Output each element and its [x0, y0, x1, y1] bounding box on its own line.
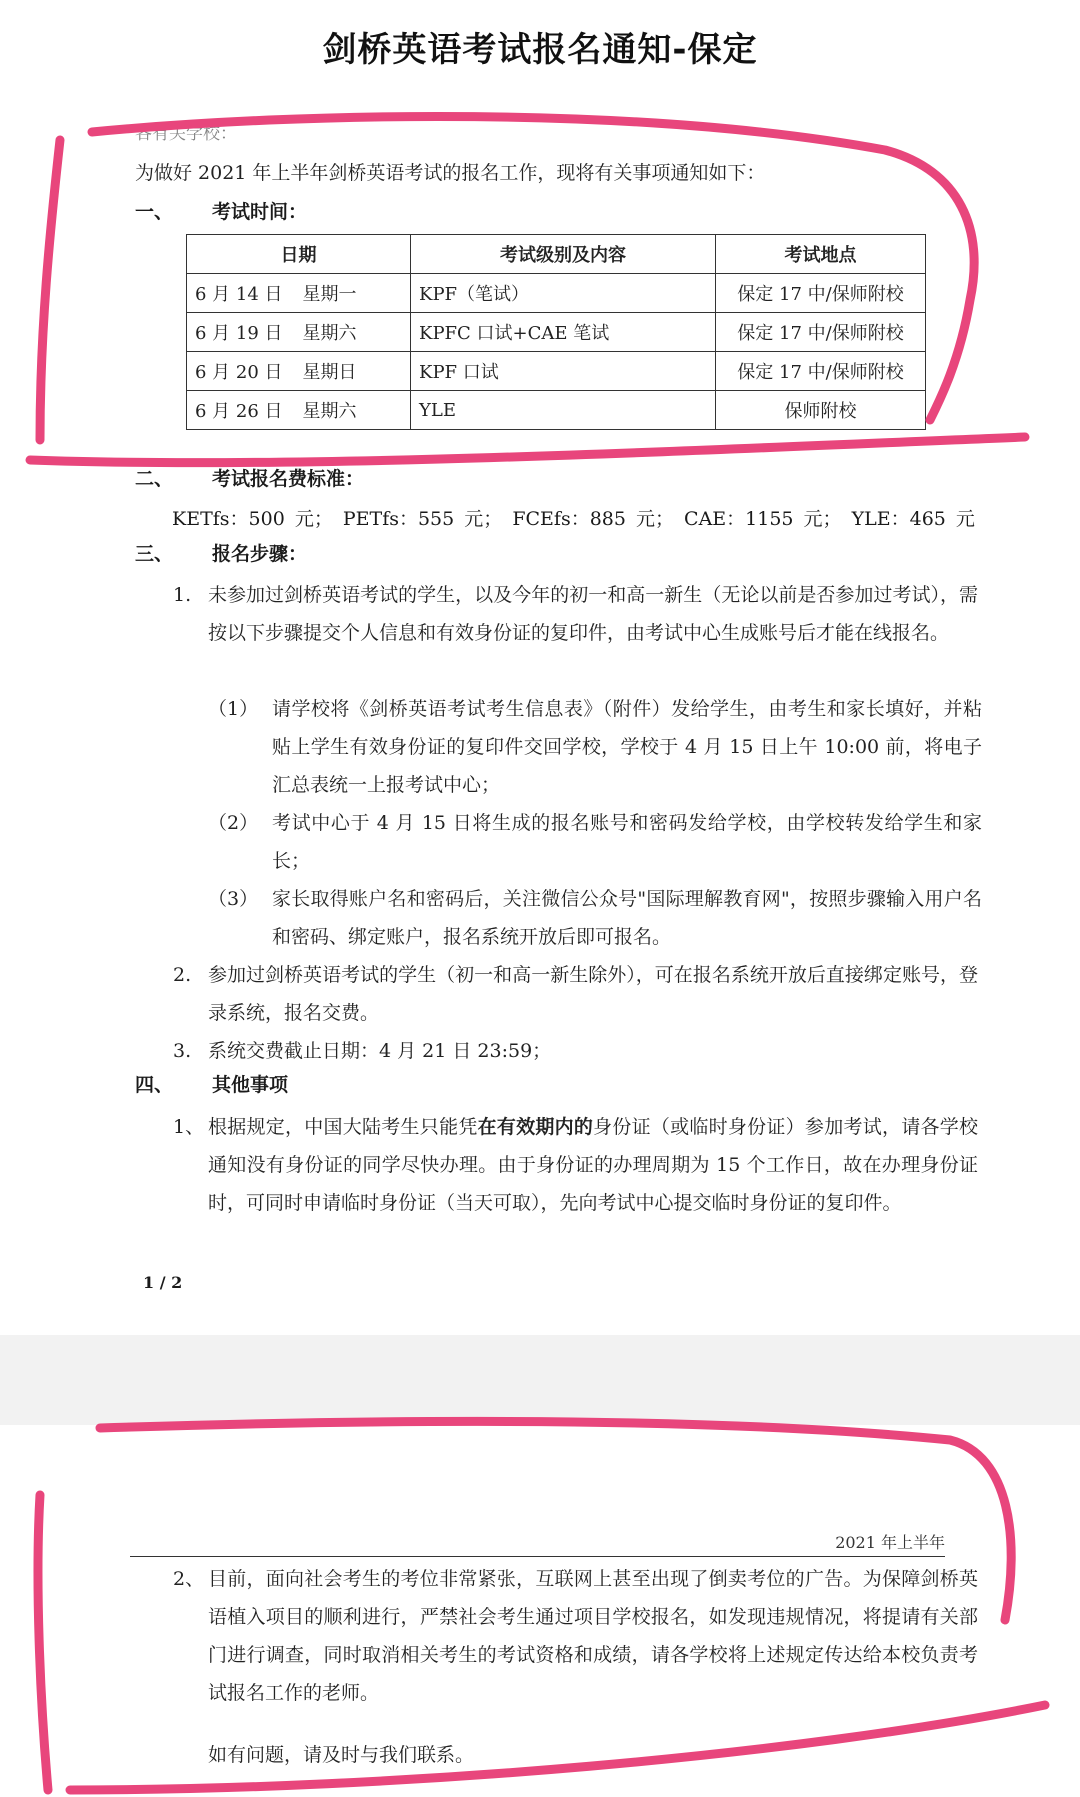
step-3-number: 3.: [173, 1040, 192, 1062]
section-4-number: 四、: [135, 1074, 174, 1096]
other-1-text-before: 根据规定，中国大陆考生只能凭: [208, 1116, 478, 1138]
section-3-label: 报名步骤：: [212, 543, 308, 565]
substep-3-text: 家长取得账户名和密码后，关注微信公众号"国际理解教育网"，按照步骤输入用户名和密码、绑定账户，报名系统开放后即可报名。: [272, 888, 982, 948]
section-4-label: 其他事项: [212, 1074, 289, 1096]
row-content: KPFC 口试+CAE 笔试: [411, 313, 716, 352]
other-2-number: 2、: [173, 1568, 205, 1590]
section-1-number: 一、: [135, 201, 174, 223]
page-title: 剑桥英语考试报名通知-保定: [322, 30, 758, 70]
substep-1-text: 请学校将《剑桥英语考试考生信息表》（附件）发给学生，由考生和家长填好，并粘贴上学生有效身份证的复印件交回学校，学校于 4 月 15 日上午 10:00 前，将电子汇总表统一上报考试中心；: [272, 698, 982, 796]
page-number: 1 / 2: [143, 1273, 183, 1292]
step-2-number: 2.: [173, 964, 192, 986]
marker-loop-top: [30, 116, 1025, 462]
marker-loop-bottom: [38, 1421, 1045, 1790]
closing-line: 如有问题，请及时与我们联系。: [208, 1744, 475, 1766]
row-content: YLE: [411, 391, 716, 430]
other-1-text-emphasis: 在有效期内的: [477, 1116, 594, 1138]
table-header-date: 日期: [187, 235, 411, 274]
row-venue: 保师附校: [716, 391, 926, 430]
row-date: 6 月 26 日: [195, 401, 283, 422]
substep-2-text: 考试中心于 4 月 15 日将生成的报名账号和密码发给学校，由学校转发给学生和家长；: [272, 812, 982, 872]
step-1-number: 1.: [173, 584, 192, 606]
row-venue: 保定 17 中/保师附校: [716, 313, 926, 352]
other-1-text-after: 身份证（或临时身份证）参加考试，请各学校通知没有身份证的同学尽快办理。由于身份证的办理周期为 15 个工作日，故在办理身份证时，可同时申请临时身份证（当天可取），先向考试中心提交临时身份证的复印件。: [208, 1116, 978, 1214]
row-venue: 保定 17 中/保师附校: [716, 274, 926, 313]
row-venue: 保定 17 中/保师附校: [716, 352, 926, 391]
row-date: 6 月 19 日: [195, 323, 283, 344]
row-date: 6 月 14 日: [195, 284, 283, 305]
row-weekday: 星期六: [302, 401, 357, 422]
fee-list: KETfs：500 元； PETfs：555 元； FCEfs：885 元； CAE：1155 元； YLE：465 元: [172, 508, 975, 530]
row-weekday: 星期日: [302, 362, 357, 383]
step-3-text: 系统交费截止日期：4 月 21 日 23:59；: [208, 1040, 552, 1062]
row-content: KPF（笔试）: [411, 274, 716, 313]
section-3-number: 三、: [135, 543, 174, 565]
page-2-header: 2021 年上半年: [835, 1533, 945, 1552]
substep-3-number: （3）: [208, 888, 259, 910]
table-header-venue: 考试地点: [716, 235, 926, 274]
section-1-label: 考试时间：: [212, 201, 308, 223]
section-2-label: 考试报名费标准：: [212, 468, 365, 490]
intro-paragraph: 为做好 2021 年上半年剑桥英语考试的报名工作，现将有关事项通知如下：: [135, 162, 766, 184]
other-2-text: 目前，面向社会考生的考位非常紧张，互联网上甚至出现了倒卖考位的广告。为保障剑桥英语植入项目的顺利进行，严禁社会考生通过项目学校报名，如发现违规情况，将提请有关部门进行调查，同时取消相关考生的考试资格和成绩，请各学校将上述规定传达给本校负责考试报名工作的老师。: [208, 1568, 978, 1704]
substep-2-number: （2）: [208, 812, 259, 834]
row-date: 6 月 20 日: [195, 362, 283, 383]
step-2-text: 参加过剑桥英语考试的学生（初一和高一新生除外），可在报名系统开放后直接绑定账号，登录系统，报名交费。: [208, 964, 978, 1024]
other-1-number: 1、: [173, 1116, 205, 1138]
substep-1-number: （1）: [208, 698, 259, 720]
row-weekday: 星期一: [302, 284, 357, 305]
table-header-content: 考试级别及内容: [411, 235, 716, 274]
step-1-text: 未参加过剑桥英语考试的学生，以及今年的初一和高一新生（无论以前是否参加过考试），需按以下步骤提交个人信息和有效身份证的复印件，由考试中心生成账号后才能在线报名。: [208, 584, 978, 644]
row-weekday: 星期六: [302, 323, 357, 344]
salutation: 各有关学校：: [135, 124, 237, 144]
section-2-number: 二、: [135, 468, 174, 490]
row-content: KPF 口试: [411, 352, 716, 391]
